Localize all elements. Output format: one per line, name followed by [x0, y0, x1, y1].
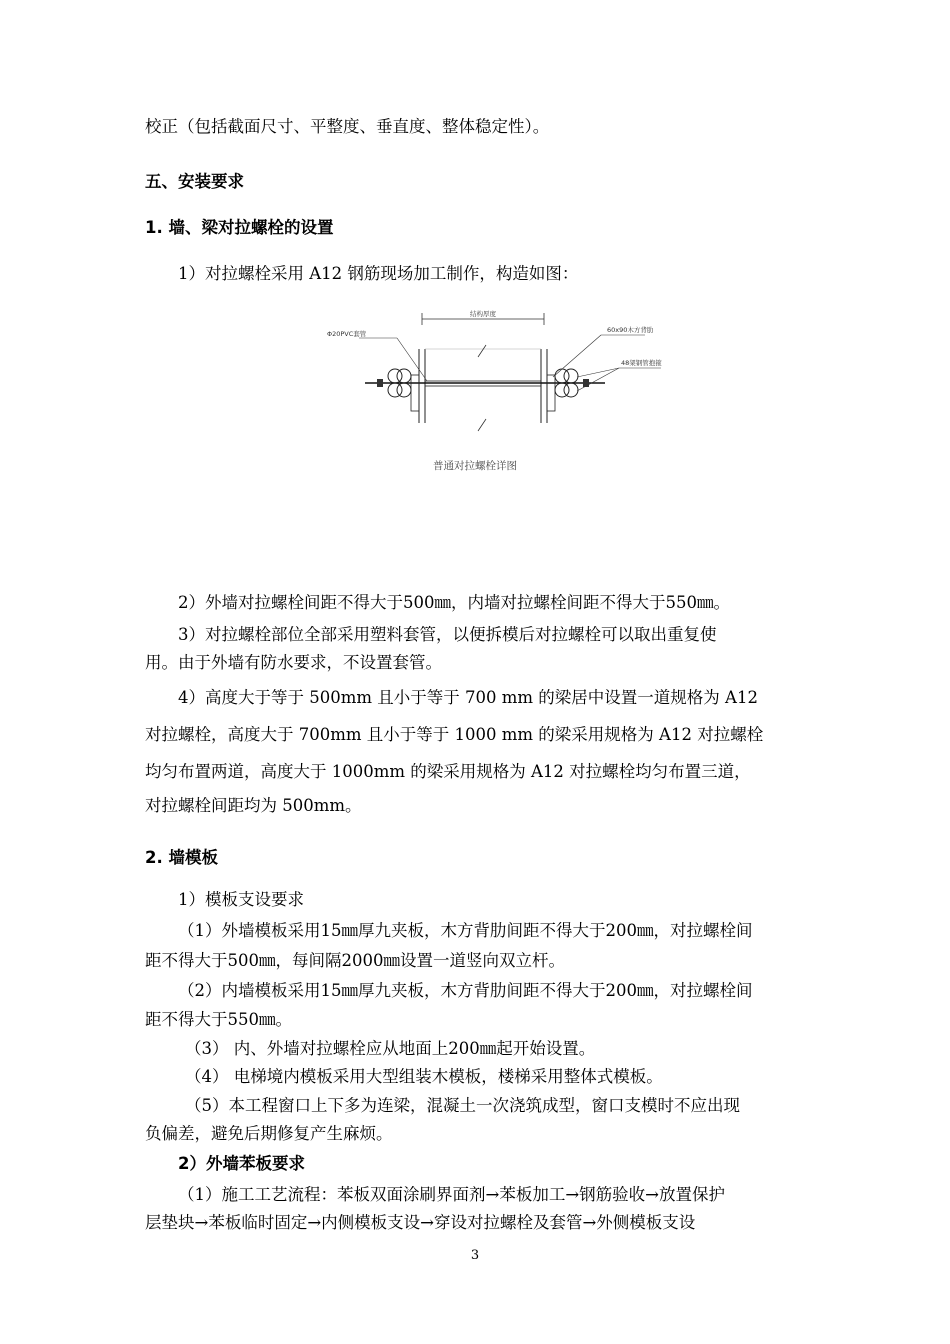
paragraph-line: 对拉螺栓，高度大于 700mm 且小于等于 1000 mm 的梁采用规格为 A12 对拉螺栓: [145, 725, 764, 744]
section-heading: 五、安装要求: [145, 172, 244, 191]
paragraph-line: （1）外墙模板采用15㎜厚九夹板，木方背肋间距不得大于200㎜，对拉螺栓间: [178, 921, 753, 940]
subsection-heading: 2）外墙苯板要求: [178, 1154, 305, 1173]
pvc-sleeve-label: Φ20PVC套管: [327, 330, 367, 338]
subsection-heading: 1. 墙、梁对拉螺栓的设置: [145, 218, 334, 237]
paragraph-line: 用。由于外墙有防水要求，不设置套管。: [145, 653, 442, 672]
page-number: 3: [470, 1248, 480, 1263]
paragraph-line: （3） 内、外墙对拉螺栓应从地面上200㎜起开始设置。: [185, 1039, 596, 1058]
paragraph-line: 层垫块→苯板临时固定→内侧模板支设→穿设对拉螺栓及套管→外侧模板支设: [145, 1213, 696, 1232]
paragraph-line: （4） 电梯境内模板采用大型组装木模板，楼梯采用整体式模板。: [185, 1067, 663, 1086]
paragraph-line: 3）对拉螺栓部位全部采用塑料套管，以便拆模后对拉螺栓可以取出重复使: [178, 625, 717, 644]
paragraph-line: （1）施工工艺流程：苯板双面涂刷界面剂→苯板加工→钢筋验收→放置保护: [178, 1185, 725, 1204]
paragraph-line: 4）高度大于等于 500mm 且小于等于 700 mm 的梁居中设置一道规格为 A12: [178, 688, 758, 707]
paragraph-line: 负偏差，避免后期修复产生麻烦。: [145, 1124, 393, 1143]
paragraph-line: 距不得大于550㎜。: [145, 1010, 292, 1029]
paragraph-line: （5）本工程窗口上下多为连梁，混凝土一次浇筑成型，窗口支模时不应出现: [185, 1096, 740, 1115]
paragraph-line: 对拉螺栓间距均为 500mm。: [145, 796, 362, 815]
subsection-heading: 2. 墙模板: [145, 848, 218, 867]
paragraph-line: 均匀布置两道，高度大于 1000mm 的梁采用规格为 A12 对拉螺栓均匀布置三道，: [145, 762, 751, 781]
thickness-label: 结构厚度: [470, 310, 496, 318]
paragraph-line: （2）内墙模板采用15㎜厚九夹板，木方背肋间距不得大于200㎜，对拉螺栓间: [178, 981, 753, 1000]
tie-bolt-detail-diagram: [315, 305, 675, 480]
paragraph-line: 1）对拉螺栓采用 A12 钢筋现场加工制作，构造如图：: [178, 264, 579, 283]
wood-batten-label: 60x90木方背肋: [607, 326, 654, 334]
paragraph-line: 2）外墙对拉螺栓间距不得大于500㎜，内墙对拉螺栓间距不得大于550㎜。: [178, 593, 730, 612]
paragraph-line: 1）模板支设要求: [178, 890, 304, 909]
paragraph-line: 距不得大于500㎜，每间隔2000㎜设置一道竖向双立杆。: [145, 951, 565, 970]
figure-caption: 普通对拉螺栓详图: [433, 460, 517, 472]
steel-pipe-label: 48架钢管抱箍: [621, 359, 662, 367]
paragraph-line: 校正（包括截面尺寸、平整度、垂直度、整体稳定性）。: [145, 117, 550, 136]
